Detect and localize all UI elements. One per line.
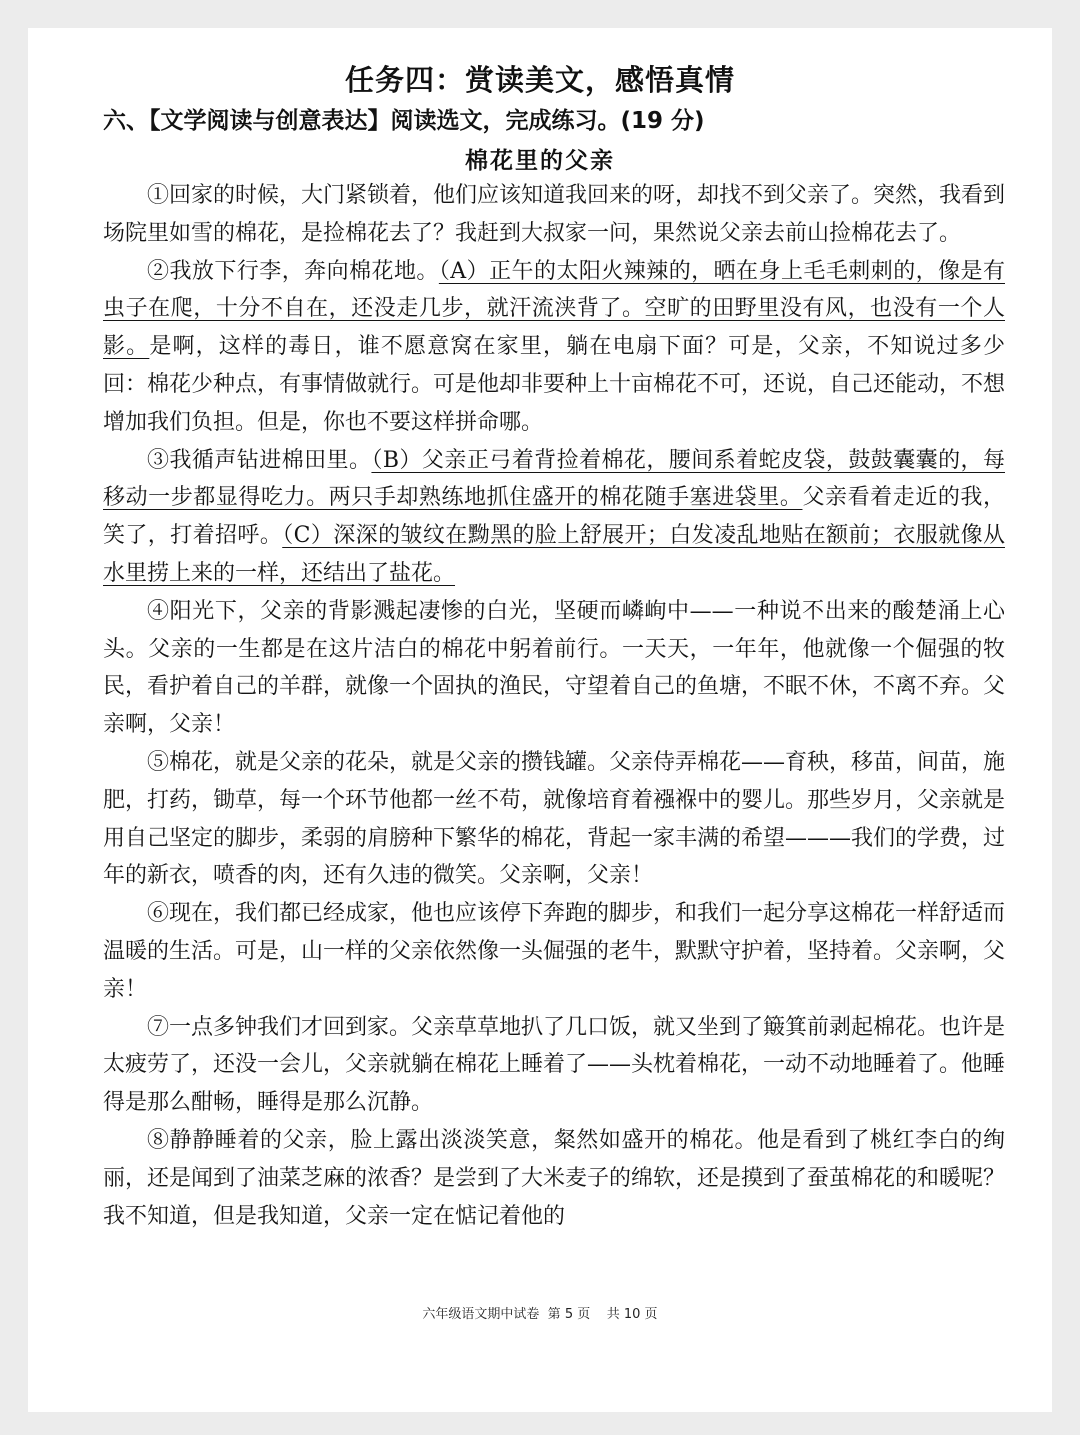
exam-page (28, 28, 1052, 1412)
underlined-passage-a: （A）正午的太阳火辣辣的，晒在身上毛毛刺刺的，像是有虫子在爬，十分不自在，还没走几步，就汗流浃背了。空旷的田野里没有风，也没有一个人影。 (103, 258, 1005, 360)
paragraph-2-lead: ②我放下行李，奔向棉花地。 (147, 258, 439, 284)
article-body (103, 177, 1005, 1235)
paragraph-6: ⑥现在，我们都已经成家，他也应该停下奔跑的脚步，和我们一起分享这棉花一样舒适而温暖的生活。可是，山一样的父亲依然像一头倔强的老牛，默默守护着，坚持着。父亲啊，父亲！ (103, 901, 1006, 1002)
paragraph-2 (103, 253, 1005, 442)
paragraph-3-lead: ③我循声钻进棉田里。 (147, 447, 372, 473)
paragraph-8: ⑧静静睡着的父亲，脸上露出淡淡笑意，粲然如盛开的棉花。他是看到了桃红李白的绚丽，还是闻到了油菜芝麻的浓香？是尝到了大米麦子的绵软，还是摸到了蚕茧棉花的和暖呢？我不知道，但是我知道，父亲一定在惦记着他的 (103, 1127, 1006, 1229)
paragraph-5: ⑤棉花，就是父亲的花朵，就是父亲的攒钱罐。父亲侍弄棉花——育秧，移苗，间苗，施肥，打药，锄草，每一个环节他都一丝不苟，就像培育着襁褓中的婴儿。那些岁月，父亲就是用自己坚定的脚步，柔弱的肩膀种下繁华的棉花，背起一家丰满的希望———我们的学费，过年的新衣，喷香的肉，还有久违的微笑。父亲啊，父亲！ (103, 749, 1006, 889)
task-title: 任务四：赏读美文，感悟真情 (344, 63, 735, 97)
section-heading: 六、【文学阅读与创意表达】阅读选文，完成练习。(19 分) (103, 108, 705, 134)
paragraph-4: ④阳光下，父亲的背影溅起凄惨的白光，坚硬而嶙峋中——一种说不出来的酸楚涌上心头。父亲的一生都是在这片洁白的棉花中躬着前行。一天天，一年年，他就像一个倔强的牧民，看护着自己的羊群，就像一个固执的渔民，守望着自己的鱼塘，不眠不休，不离不弃。父亲啊，父亲！ (103, 598, 1006, 738)
article-title: 棉花里的父亲 (465, 147, 615, 174)
paragraph-2-rest: 是啊，这样的毒日，谁不愿意窝在家里，躺在电扇下面？可是，父亲，不知说过多少回：棉花少种点，有事情做就行。可是他却非要种上十亩棉花不可，还说，自己还能动，不想增加我们负担。但是，你也不要这样拼命哪。 (103, 334, 1006, 435)
underlined-passage-b: （B）父亲正弓着背捡着棉花，腰间系着蛇皮袋，鼓鼓囊囊的，每移动一步都显得吃力。两只手却熟练地抓住盛开的棉花随手塞进袋里。 (103, 447, 1005, 511)
paragraph-7: ⑦一点多钟我们才回到家。父亲草草地扒了几口饭，就又坐到了簸箕前剥起棉花。也许是太疲劳了，还没一会儿，父亲就躺在棉花上睡着了——头枕着棉花，一动不动地睡着了。他睡得是那么酣畅，睡得是那么沉静。 (103, 1014, 1006, 1116)
paragraph-3-middle: 父亲看着走近的我，笑了，打着招呼。 (103, 485, 1005, 549)
underlined-passage-c: （C）深深的皱纹在黝黑的脸上舒展开；白发凌乱地贴在额前；衣服就像从水里捞上来的一样，还结出了盐花。 (103, 523, 1005, 586)
paragraph-1: ①回家的时候，大门紧锁着，他们应该知道我回来的呀，却找不到父亲了。突然，我看到场院里如雪的棉花，是捡棉花去了？我赶到大叔家一问，果然说父亲去前山捡棉花去了。 (103, 183, 1006, 246)
page-footer: 六年级语文期中试卷 第 5 页 共 10 页 (422, 1307, 658, 1322)
paragraph-3 (103, 442, 1005, 593)
